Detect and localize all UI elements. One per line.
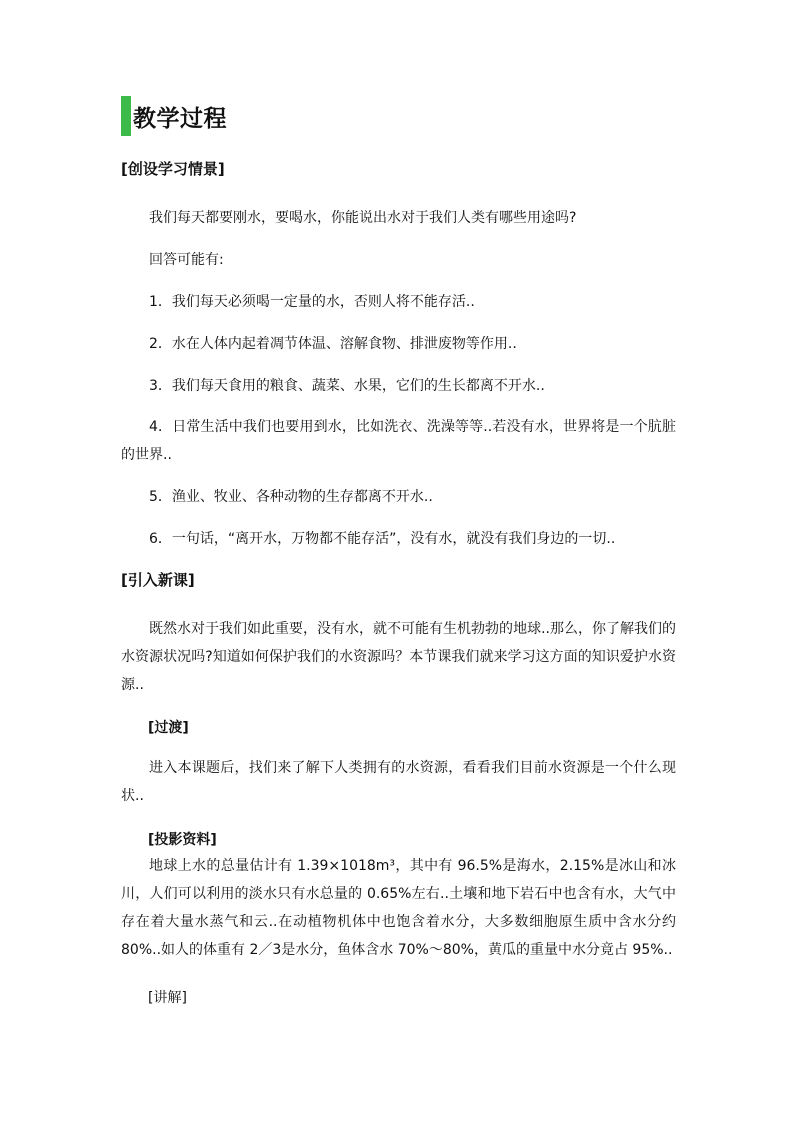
section-heading: [121, 96, 227, 136]
list-item: 6．一句话，“离开水，万物都不能存活”，没有水，就没有我们身边的一切..: [149, 531, 616, 547]
sub-label-explain: [讲解]: [148, 990, 187, 1006]
page-title: 教学过程: [133, 105, 227, 132]
transition-paragraph: 进入本课题后，找们来了解下人类拥有的水资源，看看我们目前水资源是一个什么现状..: [121, 760, 676, 804]
sub-label-projection: [投影资料]: [148, 832, 217, 848]
new-lesson-paragraph: 既然水对于我们如此重要，没有水，就不可能有生机勃勃的地球..那么，你了解我们的水资源状况吗?知道如何保护我们的水资源吗？本节课我们就来学习这方面的知识爱护水资源..: [121, 621, 676, 693]
sub-label-transition: [过渡]: [148, 720, 189, 736]
list-item: 5．渔业、牧业、各种动物的生存都离不开水..: [149, 489, 433, 505]
projection-paragraph: 地球上水的总量估计有 1.39×1018m³，其中有 96.5%是海水，2.15%是冰山和冰川，人们可以利用的淡水只有水总量的 0.65%左右..土壤和地下岩石中也含有水，大气中存在着大量水蒸气和云..在动植物机体中也饱含着水分，大多数细胞原生质中含水分约 80%..如人的体重有 2／3是水分，鱼体含水 70%～80%，黄瓜的重量中水分竟占 95%..: [121, 858, 676, 958]
heading-accent-bar: [121, 96, 131, 136]
list-item: 1．我们每天必须喝一定量的水，否则人将不能存活..: [149, 294, 475, 310]
list-item: 3．我们每天食用的粮食、蔬菜、水果，它们的生长都离不开水..: [149, 378, 545, 394]
intro-paragraph: 我们每天都要刚水，要喝水，你能说出水对于我们人类有哪些用途吗?: [149, 210, 577, 226]
answer-label: 回答可能有:: [149, 252, 224, 268]
list-item: 2．水在人体内起着凋节体温、溶解食物、排泄废物等作用..: [149, 336, 517, 352]
section-label-new-lesson: [引入新课]: [121, 571, 195, 589]
list-item: 4．日常生活中我们也要用到水，比如洗衣、洗澡等等..若没有水，世界将是一个肮脏的世界..: [121, 419, 676, 463]
section-label-create-scene: [创设学习情景]: [121, 160, 225, 178]
